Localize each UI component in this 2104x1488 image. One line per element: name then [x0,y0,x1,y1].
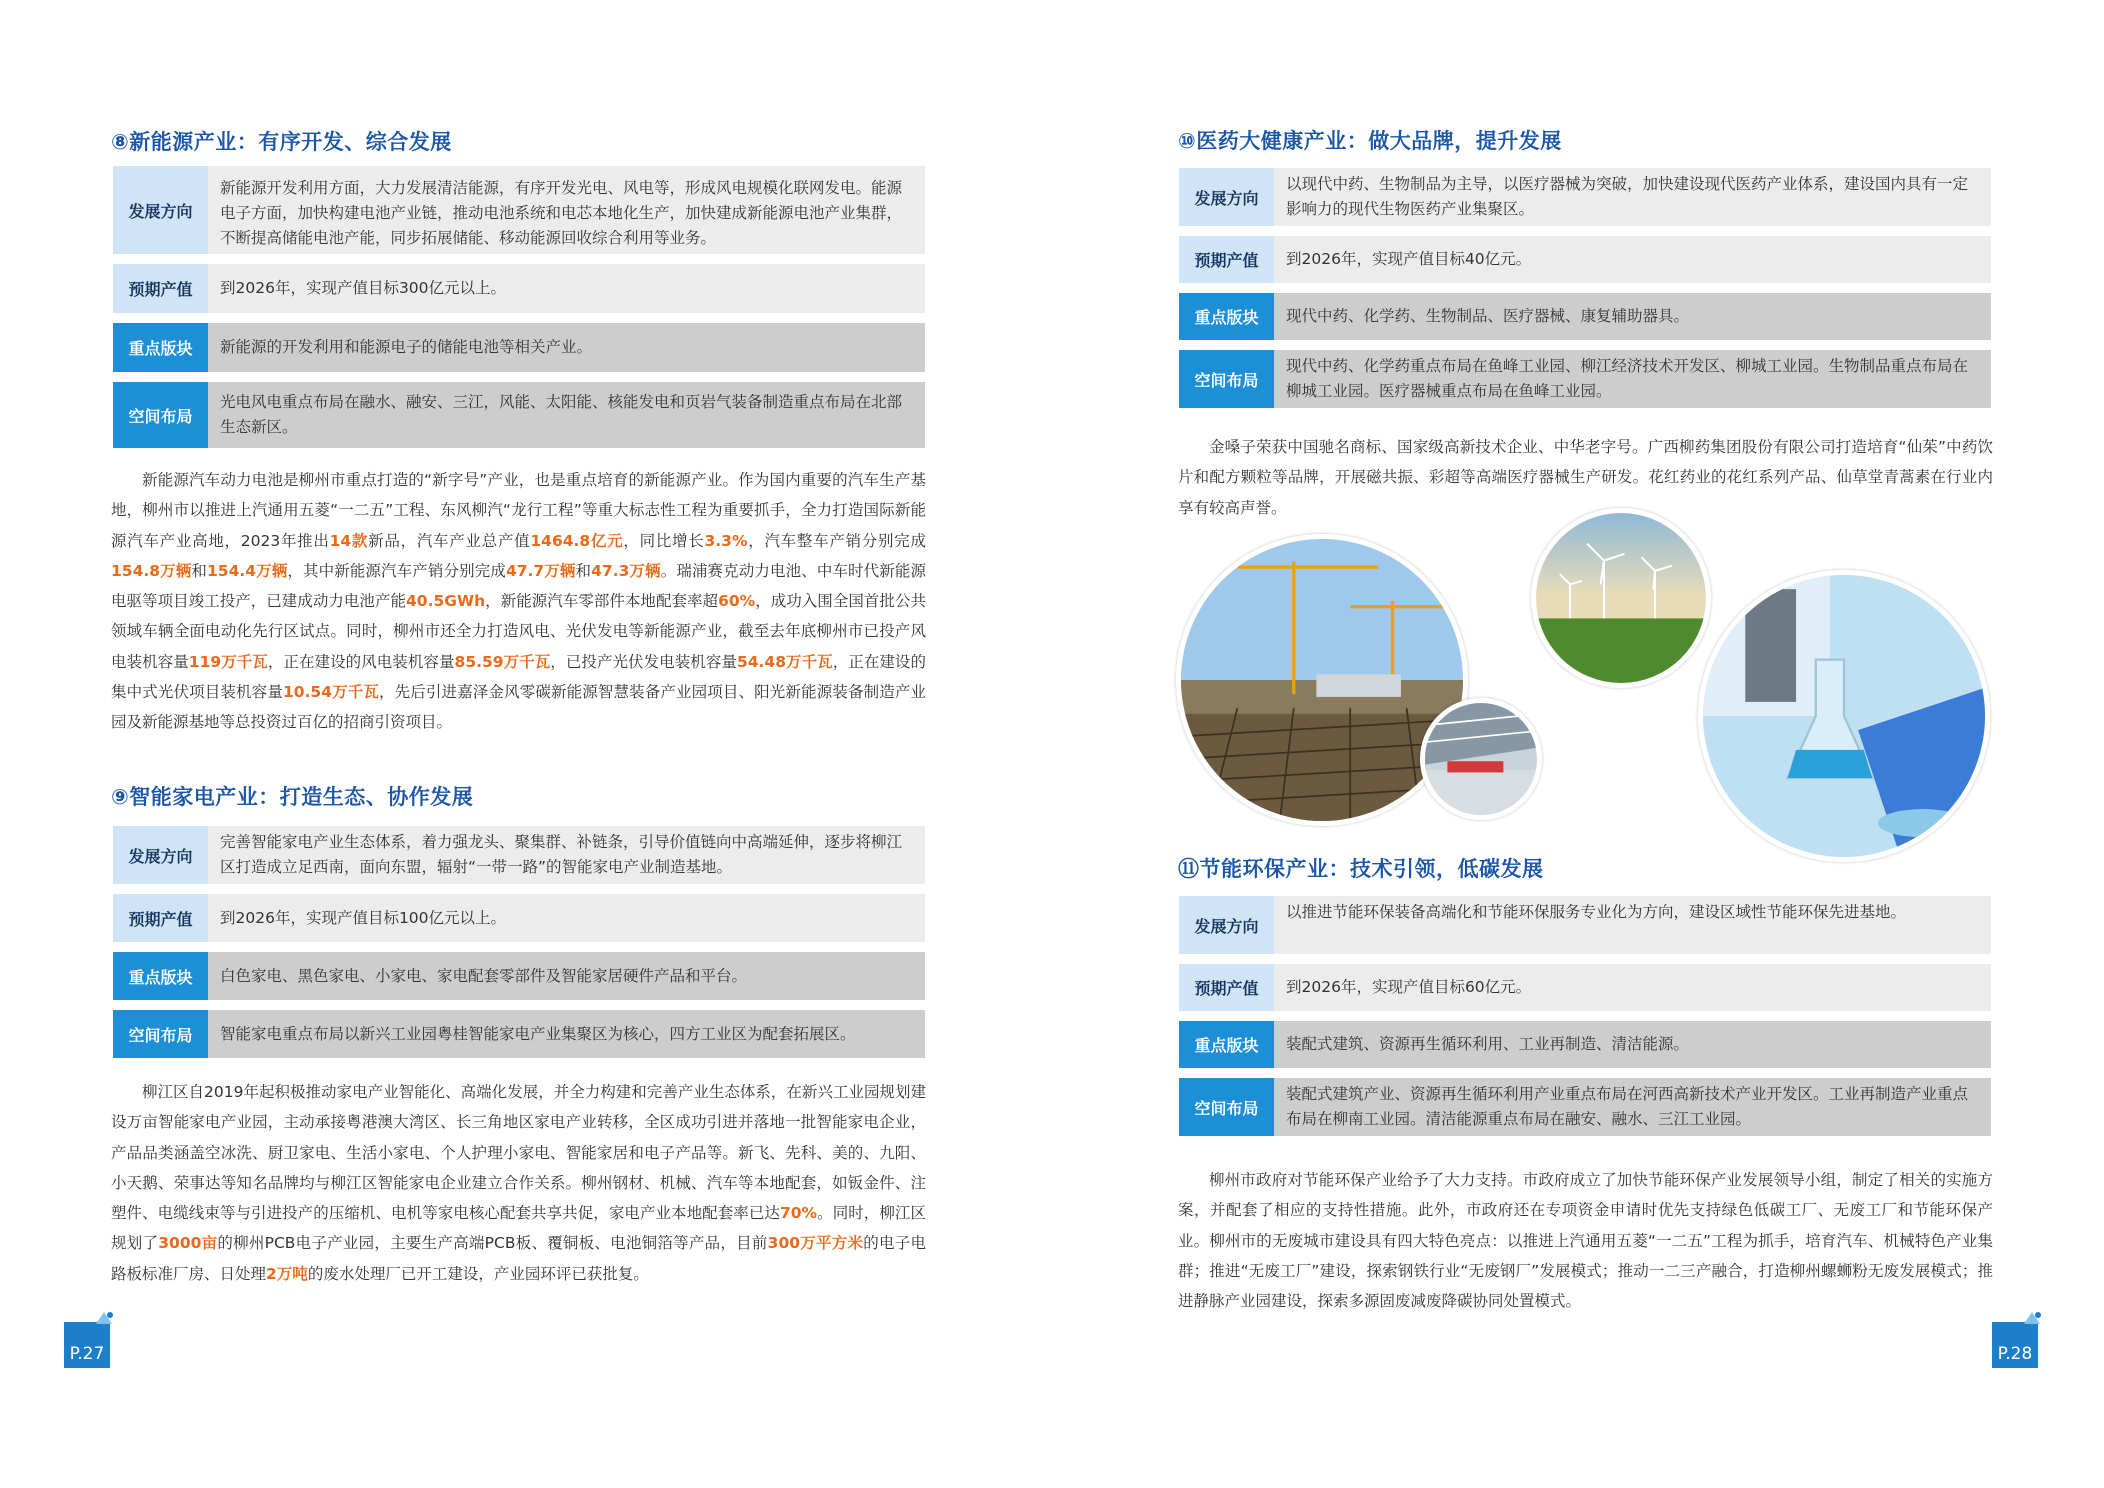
table-row [113,826,925,884]
table-row [113,323,925,372]
paragraph-text: ，同比增长 [623,531,705,550]
row-content: 装配式建筑、资源再生循环利用、工业再制造、清洁能源。 [1274,1021,1991,1068]
table-row [1179,168,1991,226]
page-number: P.27 [69,1344,105,1364]
table-row [113,382,925,448]
highlight-figure: 3000亩 [158,1234,218,1253]
paragraph-text: 新能源汽车动力电池是柳州市重点打造的“新字号”产业，也是重点培育的新能源产业。作为国内重要的汽车生产基地，柳州市以推进上汽通用五菱“一二五”工程、东风柳汽“龙行工程”等重大标志性工程为重要抓手，全力打造国际新能源汽车产业高地，2023年推出 [111,471,926,550]
row-content: 到2026年，实现产值目标60亿元。 [1274,964,1991,1011]
sparkle-icon [2020,1310,2044,1328]
highlight-figure: 119万千瓦 [188,652,268,671]
factory-interior-photo [1420,698,1542,820]
highlight-figure: 60% [718,592,756,611]
section-9-table [113,826,925,1058]
table-row [1179,236,1991,283]
highlight-figure: 47.3万辆 [591,561,661,580]
row-label: 重点版块 [113,323,208,372]
paragraph-text: 柳江区自2019年起积极推动家电产业智能化、高端化发展，并全力构建和完善产业生态体系，在新兴工业园规划建设万亩智能家电产业园，主动承接粤港澳大湾区、长三角地区家电产业转移，全区成功引进并落地一批智能家电企业，产品品类涵盖空冰洗、厨卫家电、生活小家电、个人护理小家电、智能家居和电子产品等。新飞、先科、美的、九阳、小天鹅、荣事达等知名品牌均与柳江区智能家电企业建立合作关系。柳州钢材、机械、汽车等本地配套，如钣金件、注塑件、电缆线束等与引进投产的压缩机、电机等家电核心配套共享共促，家电产业本地配套率已达 [111,1083,926,1223]
highlight-figure: 70% [779,1204,818,1223]
row-content: 到2026年，实现产值目标40亿元。 [1274,236,1991,283]
table-row [113,1010,925,1058]
paragraph-text: ，其中新能源汽车产销分别完成 [287,561,506,580]
paragraph-text: ，成功入围全国首批公共领域车辆全面电动化先行区试点。同时，柳州市还全力打造风电、光伏发电等新能源产业，截至去年底柳州市已投产风电装机容量 [111,592,926,671]
paragraph-text: ，正在建设的集中式光伏项目装机容量 [111,652,926,702]
paragraph-text: 的废水处理厂已开工建设，产业园环评已获批复。 [307,1264,649,1283]
highlight-figure: 85.59万千瓦 [454,652,551,671]
row-content: 以推进节能环保装备高端化和节能环保服务专业化为方向，建设区域性节能环保先进基地。 [1274,896,1991,954]
paragraph-text: ，已投产光伏发电装机容量 [550,652,737,671]
row-content: 现代中药、化学药重点布局在鱼峰工业园、柳江经济技术开发区、柳城工业园。生物制品重点布局在柳城工业园。医疗器械重点布局在鱼峰工业园。 [1274,350,1991,408]
paragraph-text: 。瑞浦赛克动力电池、中车时代新能源电驱等项目竣工投产，已建成动力电池产能 [111,561,926,611]
page-number: P.28 [1997,1344,2033,1364]
row-content: 装配式建筑产业、资源再生循环利用产业重点布局在河西高新技术产业开发区。工业再制造产业重点布局在柳南工业园。清洁能源重点布局在融安、融水、三江工业园。 [1274,1078,1991,1136]
page-number-badge [1992,1322,2038,1368]
row-content: 白色家电、黑色家电、小家电、家电配套零部件及智能家居硬件产品和平台。 [208,952,925,1000]
row-label: 预期产值 [1179,236,1274,283]
sparkle-icon [92,1310,116,1328]
paragraph-text: 和 [191,561,207,580]
section-9-paragraph [111,1077,926,1289]
highlight-figure: 154.8万辆 [111,561,192,580]
table-row [1179,964,1991,1011]
row-label: 空间布局 [113,1010,208,1058]
paragraph-text: 和 [575,561,592,580]
row-label: 空间布局 [1179,1078,1274,1136]
section-8-table [113,166,925,448]
highlight-figure: 300万平方米 [767,1234,864,1253]
highlight-figure: 14款 [329,531,369,550]
wind-turbines-photo [1531,508,1711,688]
highlight-figure: 1464.8亿元 [530,531,624,550]
row-label: 发展方向 [1179,896,1274,954]
laboratory-photo [1698,570,1990,862]
paragraph-text: 。同时，柳江区规划了 [111,1204,926,1253]
section-8-title: ⑧新能源产业：有序开发、综合发展 [111,130,452,154]
row-label: 重点版块 [113,952,208,1000]
row-label: 预期产值 [113,894,208,942]
highlight-figure: 47.7万辆 [505,561,576,580]
table-row [1179,1078,1991,1136]
row-content: 以现代中药、生物制品为主导，以医疗器械为突破，加快建设现代医药产业体系，建设国内具有一定影响力的现代生物医药产业集聚区。 [1274,168,1991,226]
section-10-table [1179,168,1991,408]
section-9-title: ⑨智能家电产业：打造生态、协作发展 [111,785,474,809]
row-content: 新能源的开发利用和能源电子的储能电池等相关产业。 [208,323,925,372]
table-row [113,264,925,313]
table-row [1179,896,1991,954]
table-row [1179,1021,1991,1068]
section-8-paragraph [111,465,926,738]
page-28 [1052,0,2104,1488]
row-label: 空间布局 [1179,350,1274,408]
paragraph-text: ，新能源汽车零部件本地配套率超 [485,592,719,611]
row-content: 到2026年，实现产值目标100亿元以上。 [208,894,925,942]
row-label: 重点版块 [1179,293,1274,340]
paragraph-text: 新品，汽车产业总产值 [368,531,531,550]
section-11-table [1179,896,1991,1136]
row-label: 重点版块 [1179,1021,1274,1068]
row-content: 完善智能家电产业生态体系，着力强龙头、聚集群、补链条，引导价值链向中高端延伸，逐步将柳江区打造成立足西南，面向东盟，辐射“一带一路”的智能家电产业制造基地。 [208,826,925,884]
section-11-paragraph: 柳州市政府对节能环保产业给予了大力支持。市政府成立了加快节能环保产业发展领导小组，制定了相关的实施方案，并配套了相应的支持性措施。此外，市政府还在专项资金申请时优先支持绿色低碳工厂、无废工厂和节能环保产业。柳州市的无废城市建设具有四大特色亮点：以推进上汽通用五菱“一二五”工程为抓手，培育汽车、机械特色产业集群；推进“无废工厂”建设，探索钢铁行业“无废钢厂”发展模式；推动一二三产融合，打造柳州螺蛳粉无废发展模式；推进静脉产业园建设，探索多源固废减废降碳协同处置模式。 [1178,1171,1993,1311]
row-content: 光电风电重点布局在融水、融安、三江，风能、太阳能、核能发电和页岩气装备制造重点布局在北部生态新区。 [208,382,925,448]
row-label: 发展方向 [1179,168,1274,226]
highlight-figure: 3.3% [704,531,748,550]
highlight-figure: 40.5GWh [406,592,486,611]
section-10-paragraph: 金嗓子荣获中国驰名商标、国家级高新技术企业、中华老字号。广西柳药集团股份有限公司打造培育“仙茱”中药饮片和配方颗粒等品牌，开展磁共振、彩超等高端医疗器械生产研发。花红药业的花红系列产品、仙草堂青蒿素在行业内享有较高声誉。 [1178,438,1993,517]
highlight-figure: 2万吨 [266,1264,308,1283]
section-10-title: ⑩医药大健康产业：做大品牌，提升发展 [1178,129,1562,153]
row-content: 新能源开发利用方面，大力发展清洁能源，有序开发光电、风电等，形成风电规模化联网发电。能源电子方面，加快构建电池产业链，推动电池系统和电芯本地化生产，加快建成新能源电池产业集群，不断提高储能电池产能，同步拓展储能、移动能源回收综合利用等业务。 [208,166,925,254]
paragraph-text: ，汽车整车产销分别完成 [747,531,926,550]
row-label: 发展方向 [113,826,208,884]
row-content: 智能家电重点布局以新兴工业园粤桂智能家电产业集聚区为核心，四方工业区为配套拓展区。 [208,1010,925,1058]
table-row [1179,350,1991,408]
table-row [113,894,925,942]
highlight-figure: 154.4万辆 [207,561,288,580]
row-label: 发展方向 [113,166,208,254]
row-content: 现代中药、化学药、生物制品、医疗器械、康复辅助器具。 [1274,293,1991,340]
highlight-figure: 54.48万千瓦 [736,652,833,671]
table-row [113,952,925,1000]
paragraph-text: 的柳州PCB电子产业园，主要生产高端PCB板、覆铜板、电池铜箔等产品，目前 [217,1234,768,1253]
table-row [113,166,925,254]
page-number-badge [64,1322,110,1368]
paragraph-text: 的电子电路板标准厂房、日处理 [111,1234,926,1283]
highlight-figure: 10.54万千瓦 [282,683,380,702]
paragraph-text: ，正在建设的风电装机容量 [267,652,455,671]
row-label: 预期产值 [113,264,208,313]
table-row [1179,293,1991,340]
section-11-title: ⑪节能环保产业：技术引领，低碳发展 [1178,857,1544,881]
row-content: 到2026年，实现产值目标300亿元以上。 [208,264,925,313]
row-label: 空间布局 [113,382,208,448]
row-label: 预期产值 [1179,964,1274,1011]
paragraph-text: ，先后引进嘉泽金风零碳新能源智慧装备产业园项目、阳光新能源装备制造产业园及新能源基地等总投资过百亿的招商引资项目。 [111,683,926,732]
